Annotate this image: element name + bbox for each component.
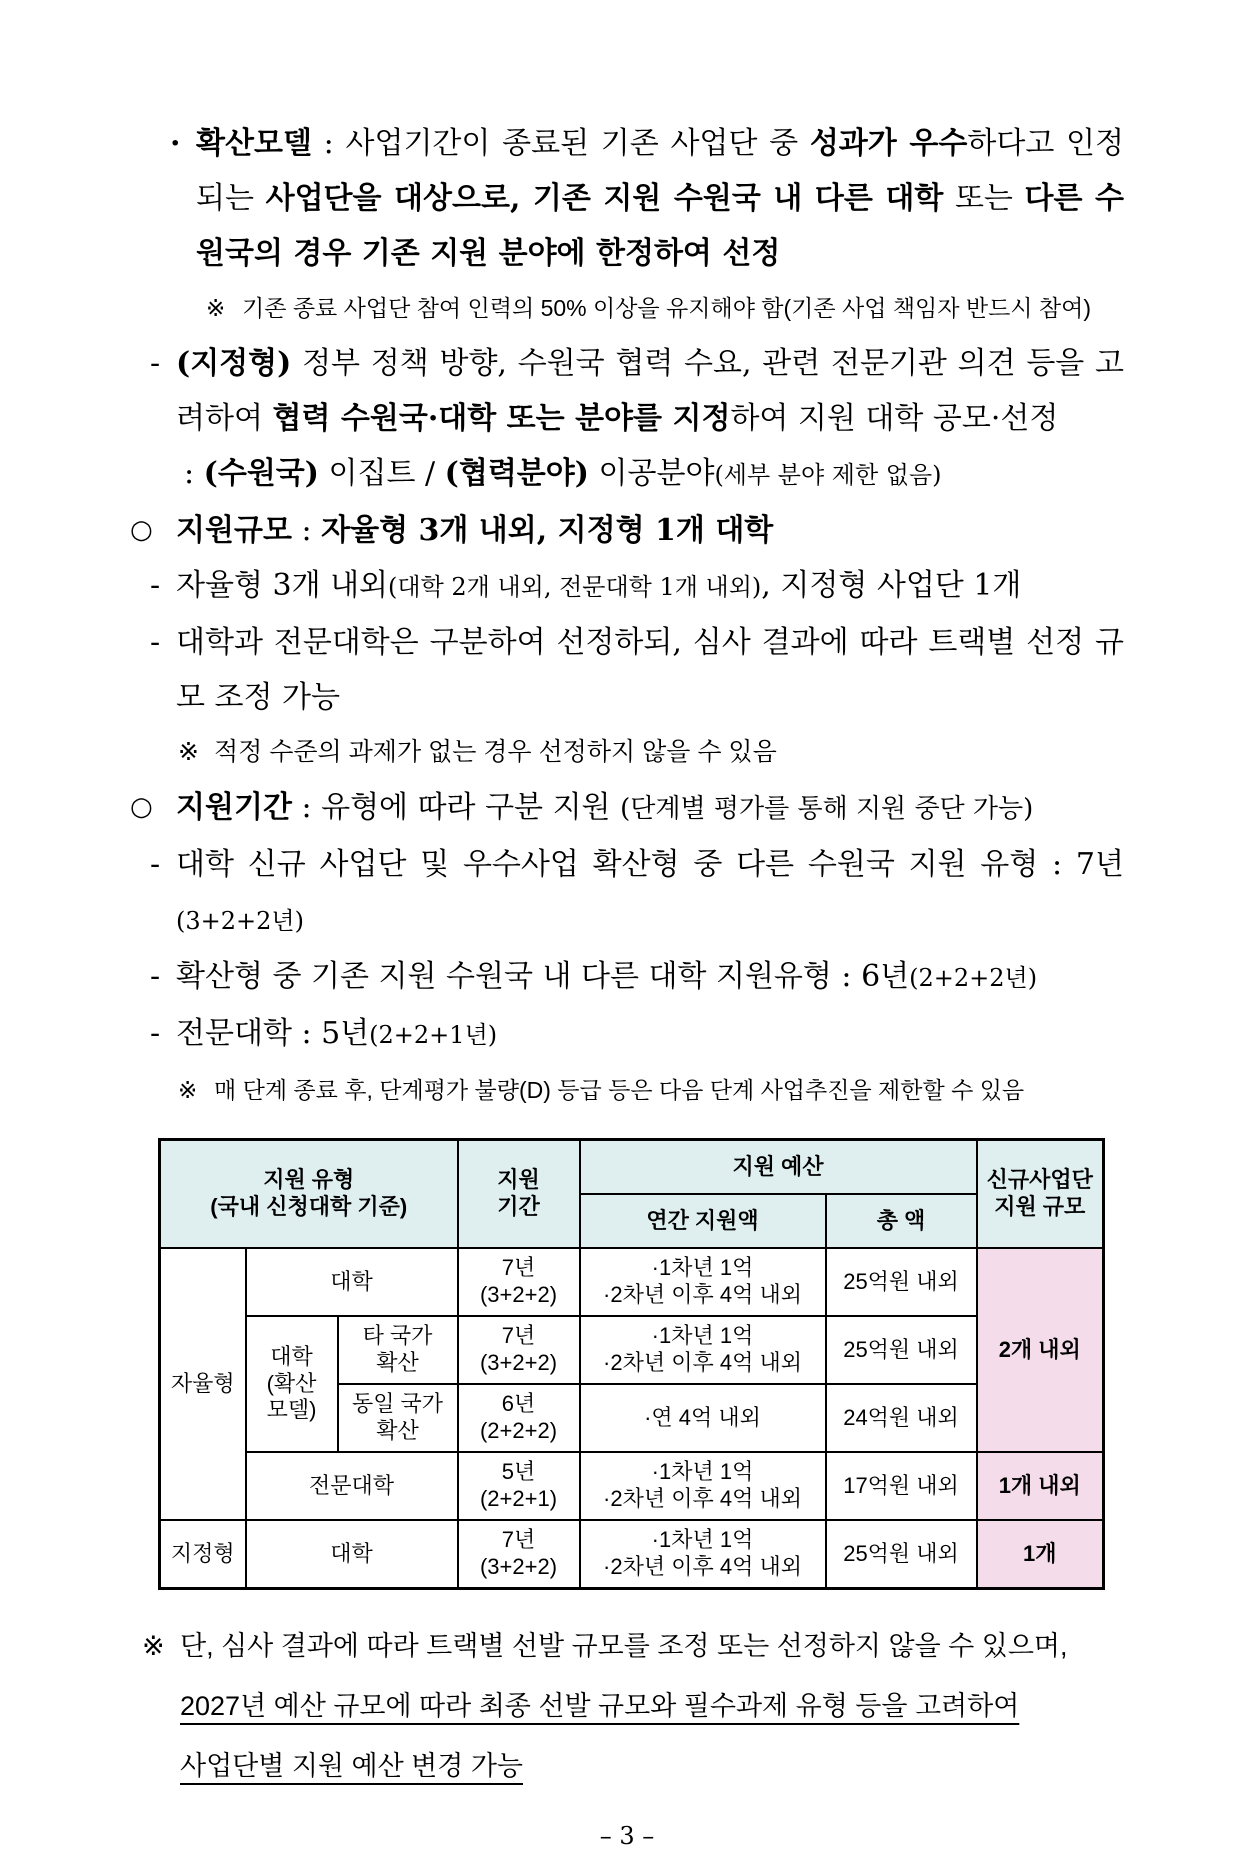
page-number: – 3 –: [599, 1822, 655, 1850]
seg: 전문대학 : 5년: [176, 1016, 370, 1051]
seg: 단, 심사 결과에 따라 트랙별 선발 규모를 조정 또는 선정하지 않을 수 있으며,: [180, 1631, 1068, 1661]
seg: 자율형 3개 내외, 지정형 1개 대학: [321, 513, 774, 548]
dash-bullet-marker: -: [150, 847, 161, 882]
note-stage-evaluation: [178, 1063, 1124, 1118]
cell-new-scale-1ea: 1개 내외: [977, 1452, 1104, 1520]
cell-total-budget: 25억원 내외: [826, 1248, 977, 1316]
seg: 사업기간이 종료된 기존 사업단 중: [345, 126, 810, 161]
seg: 지원기간: [176, 790, 292, 825]
dash-bullet-marker: -: [150, 568, 161, 603]
note-no-selection-text: 적정 수준의 과제가 없는 경우 선정하지 않을 수 있음: [214, 738, 777, 766]
seg: 사업단별 지원 예산 변경 가능: [180, 1751, 523, 1781]
reference-mark-icon: ※: [206, 295, 226, 321]
period-line1: 7년: [501, 1323, 536, 1349]
seg: 사업단을 대상으로, 기존 지원 수원국 내 다른 대학: [265, 181, 944, 216]
seg: 하다고 인정되는: [196, 126, 1124, 216]
subtype-line2: 확산: [376, 1350, 419, 1375]
bullet-designated-type-text: [176, 336, 1124, 446]
seg: (협력분야): [444, 456, 589, 491]
bullet-period-6yr: [150, 949, 1124, 1006]
note-maintain-50pct: [206, 281, 1124, 336]
cell-annual-budget: [580, 1452, 826, 1520]
table-row-university: [160, 1248, 1104, 1316]
annual-line2: ·2차년 이후 4억 내외: [603, 1282, 802, 1307]
period-line1: 7년: [501, 1255, 536, 1281]
header-support-period-line1: 지원: [497, 1167, 540, 1193]
seg: 지원규모: [176, 513, 292, 548]
note-final-selection-line2: [180, 1676, 1124, 1736]
cell-subtype-other-country: [338, 1316, 458, 1384]
bullet-designated-type: [150, 336, 1124, 446]
cell-annual-budget: [580, 1520, 826, 1589]
bullet-period-7yr: [150, 837, 1124, 949]
annual-line1: ·1차년 1억: [651, 1255, 754, 1281]
header-support-type-line1: 지원 유형: [263, 1167, 355, 1193]
cell-new-scale-2: 2개 내외: [977, 1248, 1104, 1452]
cell-total-budget: 17억원 내외: [826, 1452, 977, 1520]
seg: 정부 정책 방향, 수원국 협력 수요, 관련 전문기관 의견 등을 고려하여: [176, 346, 1124, 436]
seg: 확산모델: [196, 126, 312, 161]
period-line1: 7년: [501, 1527, 536, 1553]
note-final-selection: [142, 1616, 1124, 1796]
heading-support-period-text: [176, 780, 1124, 837]
header-support-type-line2: (국내 신청대학 기준): [210, 1194, 408, 1219]
type-line3: 모델): [266, 1397, 317, 1423]
seg: 대학 신규 사업단 및 우수사업 확산형 중 다른 수원국 지원 유형 : 7년: [176, 847, 1124, 882]
seg: (대학 2개 내외, 전문대학 1개 내외): [388, 573, 762, 601]
seg: (2+2+1년): [369, 1021, 498, 1049]
cell-track-autonomous: 자율형: [160, 1248, 246, 1520]
header-support-period-line2: 기간: [497, 1194, 540, 1219]
dash-bullet-marker: -: [150, 346, 161, 381]
cell-period: [458, 1384, 580, 1452]
subtype-line1: 동일 국가: [351, 1391, 444, 1417]
bullet-autonomous-scale-text: [176, 558, 1124, 615]
seg: 다른 수원국의 경우 기존 지원 분야에 한정하여 선정: [196, 181, 1124, 271]
reference-mark-icon: ※: [178, 738, 199, 766]
dash-bullet-marker: -: [150, 959, 161, 994]
dash-bullet-marker: -: [150, 1016, 161, 1051]
bullet-period-6yr-text: [176, 949, 1124, 1006]
line-recipient-country: [184, 446, 1124, 503]
header-total-budget: 총 액: [826, 1194, 977, 1248]
note-no-selection: [178, 725, 1124, 780]
note-final-selection-line1: [180, 1616, 1124, 1676]
cell-annual-budget: [580, 1316, 826, 1384]
seg: , 지정형 사업단 1개: [761, 568, 1022, 603]
seg: (2+2+2년): [909, 964, 1038, 992]
reference-mark-icon: ※: [178, 1077, 198, 1103]
seg: :: [291, 513, 322, 548]
seg: (수원국): [203, 456, 319, 491]
period-line1: 5년: [501, 1459, 536, 1485]
seg: (3+2+2년): [176, 907, 304, 935]
header-support-period: [458, 1140, 580, 1249]
cell-period: [458, 1316, 580, 1384]
header-support-budget: 지원 예산: [580, 1140, 977, 1195]
seg: 성과가 우수: [809, 126, 968, 161]
bullet-track-selection-text: [176, 615, 1124, 725]
heading-support-period: [130, 780, 1124, 837]
note-stage-evaluation-text: 매 단계 종료 후, 단계평가 불량(D) 등급 등은 다음 단계 사업추진을 제한할 수 있음: [214, 1077, 1025, 1103]
table-header-row-1: [160, 1140, 1104, 1195]
cell-total-budget: 24억원 내외: [826, 1384, 977, 1452]
seg: (단계별 평가를 통해 지원 중단 가능): [620, 794, 1034, 824]
note-final-selection-text: [180, 1616, 1124, 1796]
table-row-college: [160, 1452, 1104, 1520]
seg: (지정형): [176, 346, 292, 381]
seg: 이공분야: [588, 456, 715, 491]
period-line1: 6년: [501, 1391, 536, 1417]
bullet-period-5yr-text: [176, 1006, 1124, 1063]
circle-bullet-marker: ○: [130, 515, 153, 545]
type-line1: 대학: [270, 1343, 313, 1369]
seg: :: [184, 456, 204, 491]
reference-mark-icon: ※: [142, 1631, 165, 1661]
line-recipient-country-text: [184, 446, 1124, 503]
cell-new-scale-1: 1개: [977, 1520, 1104, 1589]
annual-line2: ·2차년 이후 4억 내외: [603, 1554, 802, 1579]
annual-line1: ·1차년 1억: [651, 1459, 754, 1485]
seg: 자율형 3개 내외: [176, 568, 389, 603]
subtype-line2: 확산: [376, 1418, 419, 1443]
cell-annual-budget: [580, 1384, 826, 1452]
seg: 하여 지원 대학 공모·선정: [730, 401, 1059, 436]
seg: (세부 분야 제한 없음): [714, 461, 942, 489]
circle-bullet-marker: ○: [130, 792, 153, 822]
table-row-designated: [160, 1520, 1104, 1589]
heading-support-scale-text: [176, 503, 1124, 558]
dot-bullet-marker: ·: [170, 126, 181, 161]
bullet-track-selection: [150, 615, 1124, 725]
dash-bullet-marker: -: [150, 625, 161, 660]
cell-period: [458, 1452, 580, 1520]
cell-total-budget: 25억원 내외: [826, 1520, 977, 1589]
bullet-period-7yr-text: [176, 837, 1124, 949]
bullet-autonomous-scale: [150, 558, 1124, 615]
header-annual-budget: 연간 지원액: [580, 1194, 826, 1248]
cell-type-university: 대학: [246, 1520, 458, 1589]
cell-annual-budget: [580, 1248, 826, 1316]
cell-period: [458, 1520, 580, 1589]
seg: 2027년 예산 규모에 따라 최종 선발 규모와 필수과제 유형 등을 고려하여: [180, 1691, 1020, 1721]
cell-track-designated: 지정형: [160, 1520, 246, 1589]
note-maintain-50pct-text: 기존 종료 사업단 참여 인력의 50% 이상을 유지해야 함(기존 사업 책임자 반드시 참여): [242, 295, 1092, 321]
support-overview-table: [158, 1138, 1105, 1590]
period-line2: (2+2+2): [479, 1418, 558, 1443]
period-line2: (3+2+2): [479, 1282, 558, 1307]
seg: 협력 수원국·대학 또는 분야를 지정: [272, 401, 731, 436]
cell-subtype-same-country: [338, 1384, 458, 1452]
bullet-period-5yr: [150, 1006, 1124, 1063]
cell-type-university: 대학: [246, 1248, 458, 1316]
seg: 확산형 중 기존 지원 수원국 내 다른 대학 지원유형 : 6년: [176, 959, 910, 994]
bullet-diffusion-model-text: [196, 116, 1124, 281]
cell-type-college: 전문대학: [246, 1452, 458, 1520]
seg: :: [311, 126, 346, 161]
header-new-scale-line1: 신규사업단: [986, 1167, 1093, 1193]
annual-line2: ·2차년 이후 4억 내외: [603, 1486, 802, 1511]
header-new-scale: [977, 1140, 1104, 1249]
seg: : 유형에 따라 구분 지원: [291, 790, 621, 825]
header-new-scale-line2: 지원 규모: [994, 1194, 1086, 1219]
note-final-selection-line3: [180, 1736, 1124, 1796]
heading-support-scale: [130, 503, 1124, 558]
annual-line1: ·연 4억 내외: [644, 1404, 761, 1430]
seg: 이집트 /: [319, 456, 445, 491]
type-line2: (확산: [266, 1370, 317, 1396]
annual-line1: ·1차년 1억: [651, 1527, 754, 1553]
cell-total-budget: 25억원 내외: [826, 1316, 977, 1384]
header-support-type: [160, 1140, 458, 1249]
seg: 대학과 전문대학은 구분하여 선정하되, 심사 결과에 따라 트랙별 선정 규모 조정 가능: [176, 625, 1124, 715]
annual-line1: ·1차년 1억: [651, 1323, 754, 1349]
period-line2: (3+2+2): [479, 1350, 558, 1375]
table-row-other-country: [160, 1316, 1104, 1384]
cell-type-diffusion-model: [246, 1316, 338, 1452]
subtype-line1: 타 국가: [362, 1323, 433, 1349]
cell-period: [458, 1248, 580, 1316]
seg: 또는: [943, 181, 1025, 216]
period-line2: (3+2+2): [479, 1554, 558, 1579]
annual-line2: ·2차년 이후 4억 내외: [603, 1350, 802, 1375]
period-line2: (2+2+1): [479, 1486, 558, 1511]
bullet-diffusion-model: [170, 116, 1124, 281]
